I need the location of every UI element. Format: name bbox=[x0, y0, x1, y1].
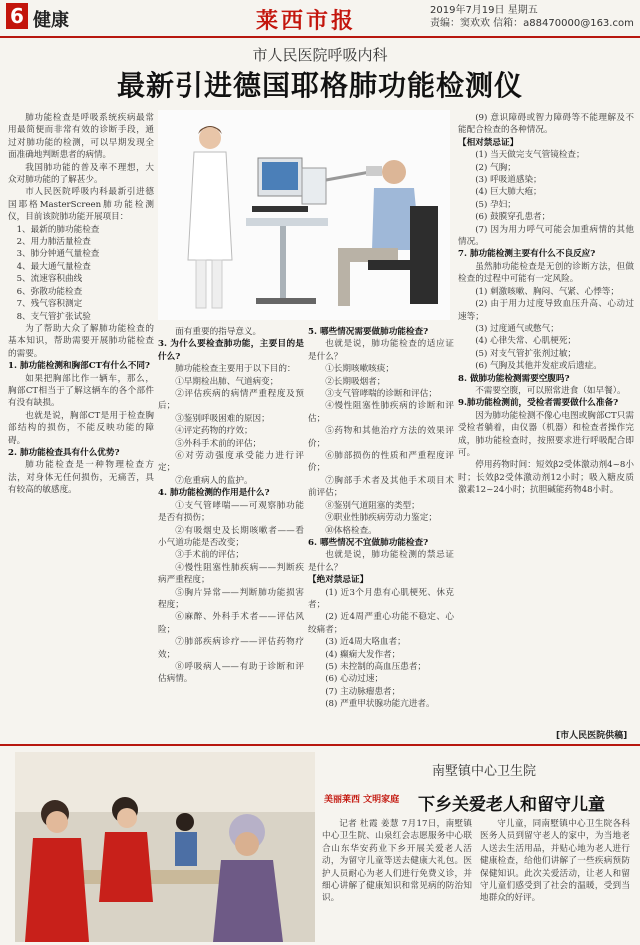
list-item: (5) 孕妇； bbox=[475, 199, 516, 210]
paragraph: 守儿童，同南墅镇中心卫生院各科医务人员到留守老人的家中，为当地老人送去生活用品，并贴心地为老人进行健康检查，给他们讲解了一些疾病预防保健知识。此次关爱活动，让老人和留守儿童们感受到了社会的温暖，受到当地群众的好评。 bbox=[480, 819, 630, 904]
subheading: 【相对禁忌证】 bbox=[458, 137, 519, 148]
list-item: (4) 癫痫大发作者； bbox=[325, 649, 401, 660]
list-item: (8) 严重甲状腺功能亢进者。 bbox=[325, 699, 435, 710]
list-item: 6、弥散功能检查 bbox=[16, 286, 83, 297]
list-item: (1) 刺激咳嗽、胸闷、气紧、心悸等； bbox=[475, 286, 619, 297]
paragraph: 也就是说，肺功能检测的禁忌证是什么？ bbox=[308, 550, 454, 573]
list-item: ⑩体格检查。 bbox=[325, 525, 377, 536]
list-item: 5、流速容积曲线 bbox=[16, 274, 83, 285]
article-column-3 bbox=[308, 326, 454, 739]
list-item: ⑥对劳动强度承受能力进行评定； bbox=[158, 451, 304, 474]
list-item: ⑤药物和其他治疗方法的效果评价； bbox=[308, 426, 454, 449]
newspaper-logo: 莱西市报 bbox=[256, 8, 357, 34]
list-item: ⑦危重病人的监护。 bbox=[175, 475, 253, 486]
paragraph: 也就是说，肺功能检查的适应证是什么？ bbox=[308, 339, 454, 362]
section-divider bbox=[0, 744, 640, 746]
paragraph: 为了帮助大众了解肺功能检查的基本知识，帮助需要开展肺功能检查的需要。 bbox=[8, 323, 154, 359]
paragraph: 肺功能检查是一种物理检查方法，对身体无任何损伤，无痛苦，具有较高的敏感度。 bbox=[8, 460, 154, 496]
article-credit: [市人民医院供稿] bbox=[556, 731, 628, 741]
article-kicker: 市人民医院呼吸内科 bbox=[252, 46, 388, 64]
list-item: ③手术前的评估； bbox=[175, 550, 244, 561]
article2-headline: 下乡关爱老人和留守儿童 bbox=[418, 795, 605, 815]
subheading: 2. 肺功能检查具有什么优势? bbox=[8, 447, 120, 458]
campaign-logo: 美丽莱西 文明家庭 bbox=[324, 795, 400, 805]
editor-info: 责编：窦欢欢 信箱：a88470000@163.com bbox=[430, 18, 634, 29]
list-item: ③鉴别呼吸困难的原因； bbox=[175, 413, 270, 424]
list-item: (6) 气胸及其他并发症或后遗症。 bbox=[475, 361, 602, 372]
paragraph: (9) 意识障碍或智力障碍等不能理解及不能配合检查的各种情况。 bbox=[458, 113, 634, 136]
list-item: (6) 心动过速； bbox=[325, 674, 384, 685]
subheading: 8. 做肺功能检测需要空腹吗? bbox=[458, 373, 570, 384]
article-column-1 bbox=[8, 112, 154, 739]
list-item: 4、最大通气量检查 bbox=[16, 261, 91, 272]
list-item: (3) 呼吸道感染； bbox=[475, 175, 542, 186]
list-item: ④评定药物的疗效； bbox=[175, 426, 253, 437]
list-item: (6) 鼓膜穿孔患者； bbox=[475, 212, 551, 223]
list-item: ⑤外科手术前的评估； bbox=[175, 438, 262, 449]
issue-date: 2019年7月19日 星期五 bbox=[430, 5, 538, 16]
list-item: 3、肺分钟通气量检查 bbox=[16, 249, 100, 260]
page-number: 6 bbox=[6, 3, 28, 29]
lung-test-illustration bbox=[158, 110, 450, 320]
subheading: 3. 为什么要检查肺功能，主要目的是什么? bbox=[158, 339, 304, 362]
list-item: ①支气管哮喘——可观察肺功能是否有损伤； bbox=[158, 500, 304, 524]
article2-column-1 bbox=[322, 818, 472, 940]
subheading: 5. 哪些情况需要做肺功能检查? bbox=[308, 327, 429, 337]
paragraph: 因为肺功能检测不像心电图或胸部CT只需受检者躺着，由仪器（机器）和检查者操作完成，肺功能检查时，按照要求进行呼吸配合即可。 bbox=[458, 410, 634, 458]
list-item: (7) 主动脉瘤患者； bbox=[325, 686, 401, 697]
subheading: 7. 肺功能检测主要有什么不良反应? bbox=[458, 249, 596, 260]
paragraph: 如果把胸部比作一辆车，那么，胸部CT相当于了解这辆车的各个部件有没有缺损。 bbox=[8, 373, 154, 409]
article-headline: 最新引进德国耶格肺功能检测仪 bbox=[116, 69, 523, 102]
list-item: ④慢性阻塞性肺疾病——判断疾病严重程度； bbox=[158, 562, 304, 586]
paragraph: 不需要空腹，可以照常进食（如早餐）。 bbox=[475, 385, 626, 396]
list-item: ⑦肺部疾病诊疗——评估药物疗效； bbox=[158, 637, 304, 660]
list-item: (3) 过度通气或憋气； bbox=[475, 323, 559, 334]
list-item: ④慢性阻塞性肺疾病的诊断和评估； bbox=[308, 401, 454, 424]
list-item: ①长期咳嗽咳痰； bbox=[325, 364, 394, 375]
list-item: (1) 当天做完支气管镜检查； bbox=[475, 150, 585, 161]
subheading: 【绝对禁忌证】 bbox=[308, 575, 369, 586]
paragraph: 我国肺功能的普及率不理想，大众对肺功能的了解甚少。 bbox=[8, 162, 154, 186]
subheading: 4. 肺功能检测的作用是什么? bbox=[158, 488, 270, 499]
paragraph: 市人民医院呼吸内科最新引进德国耶格MasterScreen肺功能检测仪，目前该院肺功能开展项目： bbox=[8, 187, 154, 223]
list-item: (5) 对支气管扩张剂过敏； bbox=[475, 348, 577, 359]
paragraph: 记者 杜霞 姜慧 7月17日，南墅镇中心卫生院、山泉红会志愿服务中心联合山东华安药业下乡开展关爱老人活动，为留守儿童等送去健康大礼包。医护人员耐心为老人们进行免费义诊，并细心讲解了健康知识和常见病的防治知识。 bbox=[322, 819, 472, 904]
list-item: (3) 近4周大咯血者； bbox=[325, 637, 406, 648]
subheading: 6. 哪些情况不宜做肺功能检查? bbox=[308, 537, 429, 548]
list-item: (4) 巨大肺大疱； bbox=[475, 187, 542, 198]
article-column-4 bbox=[458, 112, 634, 728]
article-column-2 bbox=[158, 326, 304, 739]
list-item: (2) 近4周严重心功能不稳定、心绞痛者； bbox=[308, 612, 454, 635]
subheading: 1. 肺功能检测和胸部CT有什么不同? bbox=[8, 361, 150, 372]
issue-info bbox=[430, 4, 634, 30]
paragraph: 也就是说，胸部CT是用于检查胸部结构的损伤，不能反映功能的障碍。 bbox=[8, 410, 154, 446]
list-item: ⑦胸部手术者及其他手术项目术前评估； bbox=[308, 475, 454, 499]
list-item: ⑥麻醉、外科手术者——评估风险； bbox=[158, 612, 304, 635]
list-item: (1) 近3个月患有心肌梗死、休克者； bbox=[308, 587, 454, 610]
list-item: (7) 因为用力呼气可能会加重病情的其他情况。 bbox=[458, 224, 634, 248]
paragraph: 停用药物时间：短效β2受体激动剂4~8小时；长效β2受体激动剂12小时；吸入糖皮质激素12~24小时；抗胆碱能药物48小时。 bbox=[458, 460, 634, 496]
list-item: ⑥肺部损伤的性质和严重程度评价； bbox=[308, 451, 454, 474]
list-item: (5) 未控制的高血压患者； bbox=[325, 661, 427, 672]
paragraph: 面有重要的指导意义。 bbox=[175, 327, 262, 337]
list-item: 7、残气容积测定 bbox=[16, 299, 83, 310]
list-item: ②长期吸烟者； bbox=[325, 376, 386, 387]
list-item: ②有吸烟史及长期咳嗽者——看小气道功能是否改变； bbox=[158, 525, 304, 548]
list-item: ⑨职业性肺疾病劳动力鉴定； bbox=[325, 513, 437, 524]
subheading: 9.肺功能检测前，受检者需要做什么准备? bbox=[458, 398, 619, 409]
list-item: ⑧呼吸病人——有助于诊断和评估病情。 bbox=[158, 661, 304, 685]
article2-column-2 bbox=[480, 818, 630, 940]
list-item: ③支气管哮喘的诊断和评估； bbox=[325, 389, 437, 400]
article-photo-lung-test bbox=[158, 110, 450, 320]
list-item: (2) 气胸； bbox=[475, 162, 516, 173]
article2-kicker: 南墅镇中心卫生院 bbox=[432, 764, 537, 779]
list-item: ②评估疾病的病情严重程度及预后； bbox=[158, 389, 304, 412]
paragraph: 肺功能检查主要用于以下目的： bbox=[175, 364, 296, 375]
article-photo-volunteers bbox=[15, 752, 315, 942]
paragraph: 虽然肺功能检查是无创的诊断方法，但做检查的过程中可能有一定风险。 bbox=[458, 261, 634, 285]
list-item: ⑧鉴别气道阻塞的类型； bbox=[325, 500, 420, 511]
section-title: 健康 bbox=[33, 10, 69, 31]
paragraph: 肺功能检查是呼吸系统疾病最常用最简便而非常有效的诊断手段，通过对肺功能的检测，可以早期发现全面准确地判断患者的病情。 bbox=[8, 113, 154, 161]
volunteer-illustration bbox=[15, 752, 315, 942]
list-item: 8、支气管扩张试验 bbox=[16, 311, 91, 322]
list-item: (2) 由于用力过度导致血压升高、心动过速等； bbox=[458, 299, 634, 322]
list-item: 1、最新的肺功能检查 bbox=[16, 224, 100, 235]
list-item: (4) 心律失常、心肌梗死； bbox=[475, 336, 577, 347]
list-item: 2、用力肺活量检查 bbox=[16, 237, 91, 248]
list-item: ①早期检出肺、气道病变； bbox=[175, 376, 279, 387]
list-item: ⑤胸片异常——判断肺功能损害程度； bbox=[158, 587, 304, 610]
